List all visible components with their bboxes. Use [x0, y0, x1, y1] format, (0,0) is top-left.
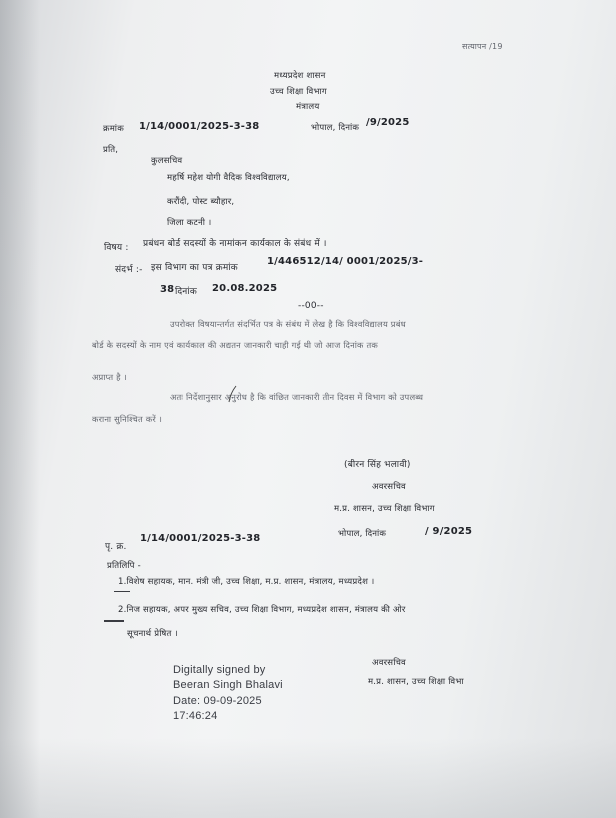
addressee-address: करौंदी, पोस्ट ब्यौहार,	[167, 197, 235, 207]
place-date-label: भोपाल, दिनांक	[311, 123, 360, 133]
reference-number-b: 38	[160, 284, 175, 295]
body-para1-line2: बोर्ड के सदस्यों के नाम एवं कार्यकाल की अद्यतन जानकारी चाही गई थी जो आज दिनांक तक	[92, 340, 378, 350]
page-number: सत्यापन /19	[462, 42, 503, 51]
copy-item-2-line1: 2.निज सहायक, अपर मुख्य सचिव, उच्च शिक्षा विभाग, मध्यप्रदेश शासन, मंत्रालय की ओर	[118, 605, 406, 615]
item2-underline	[104, 620, 124, 622]
digital-sign-time: 17:46:24	[173, 710, 218, 722]
digital-sign-name: Beeran Singh Bhalavi	[173, 679, 283, 691]
reference-date: 20.08.2025	[212, 283, 278, 294]
divider: --00--	[298, 301, 324, 311]
endorsement-date: / 9/2025	[425, 526, 473, 537]
letter-date: /9/2025	[366, 117, 410, 128]
signatory-department: म.प्र. शासन, उच्च शिक्षा विभाग	[334, 504, 435, 514]
footer-department: म.प्र. शासन, उच्च शिक्षा विभा	[368, 677, 464, 687]
digital-sign-date: Date: 09-09-2025	[173, 695, 262, 707]
page-shadow-left	[0, 0, 40, 818]
footer-designation: अवरसचिव	[372, 658, 406, 668]
reference-number-a: 1/446512/14/ 0001/2025/3-	[267, 256, 424, 267]
reference-text-b: दिनांक	[175, 287, 197, 297]
reference-text-a: इस विभाग का पत्र क्रमांक	[151, 263, 238, 273]
signatory-name: (बीरन सिंह भलावी)	[344, 460, 411, 470]
department-name: उच्च शिक्षा विभाग	[270, 87, 327, 97]
copy-item-2-line2: सूचनार्थ प्रेषित ।	[127, 629, 178, 639]
addressee-university: महर्षि महेश योगी वैदिक विश्वविद्यालय,	[167, 173, 290, 183]
body-para2-line1: अतः निर्देशानुसार अनुरोध है कि वांछित जानकारी तीन दिवस में विभाग को उपलब्ध	[170, 392, 424, 402]
page-shadow-bottom	[0, 738, 616, 818]
pen-mark	[226, 384, 240, 404]
endorsement-place-date-label: भोपाल, दिनांक	[338, 529, 387, 539]
body-para1-line3: अप्राप्त है ।	[92, 372, 127, 382]
addressee-title: कुलसचिव	[151, 156, 183, 166]
reference-label: संदर्भ :-	[115, 265, 143, 275]
letter-number: 1/14/0001/2025-3-38	[139, 121, 260, 132]
kramank-label: क्रमांक	[103, 124, 124, 134]
subject-text: प्रबंधन बोर्ड सदस्यों के नामांकन कार्यकाल के संबंध में ।	[143, 239, 327, 249]
digital-sign-line1: Digitally signed by	[173, 664, 266, 676]
prati-label: प्रति,	[103, 145, 119, 155]
ministry-name: मंत्रालय	[296, 102, 320, 112]
copy-item-1: 1.विशेष सहायक, मान. मंत्री जी, उच्च शिक्षा, म.प्र. शासन, मंत्रालय, मध्यप्रदेश ।	[118, 577, 375, 587]
endorsement-number: 1/14/0001/2025-3-38	[140, 533, 261, 544]
body-para1-line1: उपरोक्त विषयान्तर्गत संदर्भित पत्र के संबंध में लेख है कि विश्वविद्यालय प्रबंध	[170, 319, 406, 329]
addressee-district: जिला कटनी ।	[167, 218, 212, 228]
subject-label: विषय :	[104, 243, 129, 253]
copy-label: प्रतिलिपि -	[107, 561, 141, 571]
endorsement-label: पृ. क्र.	[105, 542, 127, 552]
body-para2-line2: कराना सुनिश्चित करें ।	[92, 414, 163, 424]
govt-name: मध्यप्रदेश शासन	[274, 71, 326, 81]
item1-underline	[114, 591, 130, 592]
signatory-designation: अवरसचिव	[372, 482, 406, 492]
